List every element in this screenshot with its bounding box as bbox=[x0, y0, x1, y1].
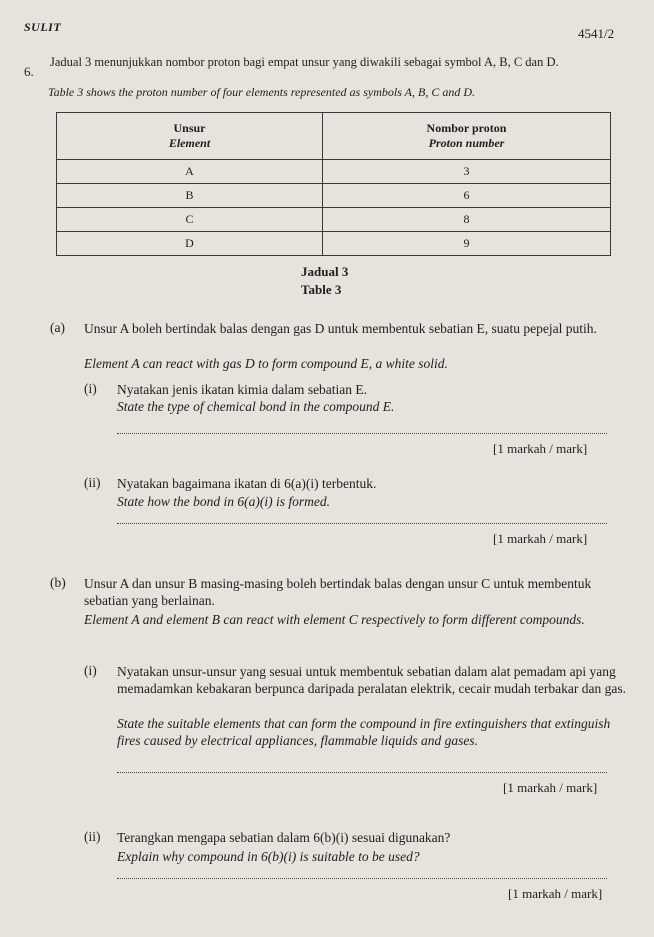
element-table bbox=[56, 112, 611, 256]
table-cell-element: C bbox=[57, 208, 323, 232]
part-b-i-label: (i) bbox=[84, 663, 97, 678]
part-b-ii-ms: Terangkan mengapa sebatian dalam 6(b)(i) sesuai digunakan? bbox=[117, 830, 451, 845]
part-a-i-ms: Nyatakan jenis ikatan kimia dalam sebatian E. bbox=[117, 382, 368, 397]
part-b-ms: Unsur A dan unsur B masing-masing boleh bertindak balas dengan unsur C untuk membentuk sebatian yang berlainan. bbox=[84, 576, 592, 608]
table-header-proton bbox=[323, 113, 611, 160]
table-row bbox=[57, 160, 611, 184]
question-intro-ms: Jadual 3 menunjukkan nombor proton bagi empat unsur yang diwakili sebagai symbol A, B, C dan D. bbox=[50, 55, 559, 69]
table-cell-proton: 8 bbox=[323, 208, 611, 232]
part-a-en: Element A can react with gas D to form compound E, a white solid. bbox=[84, 356, 448, 371]
part-b-ii-mark: [1 markah / mark] bbox=[508, 886, 603, 901]
part-a-label: (a) bbox=[50, 320, 65, 335]
part-a-ms: Unsur A boleh bertindak balas dengan gas D untuk membentuk sebatian E, suatu pepejal putih. bbox=[84, 321, 597, 336]
part-a-i-label: (i) bbox=[84, 381, 97, 396]
part-b-i-ms: Nyatakan unsur-unsur yang sesuai untuk membentuk sebatian dalam alat pemadam api yang memadamkan kebakaran berpunca daripada peralatan elektrik, cecair mudah terbakar dan gas. bbox=[117, 664, 626, 696]
part-a-i-en: State the type of chemical bond in the compound E. bbox=[117, 399, 395, 414]
part-a-ii-mark: [1 markah / mark] bbox=[493, 531, 588, 546]
table-cell-element: D bbox=[57, 232, 323, 256]
part-a-i-mark: [1 markah / mark] bbox=[493, 441, 588, 456]
header-left: SULIT bbox=[24, 20, 62, 34]
part-b-ii-en: Explain why compound in 6(b)(i) is suitable to be used? bbox=[117, 849, 420, 864]
table-row bbox=[57, 232, 611, 256]
table-caption-en: Table 3 bbox=[301, 282, 342, 297]
table-header-proton-ms: Nombor proton bbox=[426, 121, 507, 135]
table-header-element-ms: Unsur bbox=[173, 121, 206, 135]
answer-line-a-i[interactable] bbox=[117, 433, 607, 434]
part-b-i-mark: [1 markah / mark] bbox=[503, 780, 598, 795]
answer-line-b-i[interactable] bbox=[117, 772, 607, 773]
answer-line-b-ii[interactable] bbox=[117, 878, 607, 879]
table-header-proton-en: Proton number bbox=[428, 136, 505, 150]
question-number: 6. bbox=[24, 64, 34, 79]
table-header-element bbox=[57, 113, 323, 160]
question-intro-en: Table 3 shows the proton number of four elements represented as symbols A, B, C and D. bbox=[48, 85, 475, 99]
table-cell-element: A bbox=[57, 160, 323, 184]
table-row bbox=[57, 184, 611, 208]
table-cell-element: B bbox=[57, 184, 323, 208]
table-cell-proton: 6 bbox=[323, 184, 611, 208]
header-right: 4541/2 bbox=[578, 26, 615, 41]
part-a-ii-label: (ii) bbox=[84, 475, 101, 490]
table-header-element-en: Element bbox=[168, 136, 211, 150]
part-b-en: Element A and element B can react with element C respectively to form different compounds. bbox=[84, 612, 585, 627]
part-a-ii-ms: Nyatakan bagaimana ikatan di 6(a)(i) terbentuk. bbox=[117, 476, 377, 491]
part-b-ii-label: (ii) bbox=[84, 829, 101, 844]
table-cell-proton: 9 bbox=[323, 232, 611, 256]
part-b-i-en: State the suitable elements that can form the compound in fire extinguishers that extinguish fires caused by electrical appliances, flammable liquids and gases. bbox=[117, 716, 611, 748]
table-row bbox=[57, 208, 611, 232]
table-caption-ms: Jadual 3 bbox=[301, 264, 349, 279]
part-a-ii-en: State how the bond in 6(a)(i) is formed. bbox=[117, 494, 330, 509]
answer-line-a-ii[interactable] bbox=[117, 523, 607, 524]
part-b-label: (b) bbox=[50, 575, 66, 590]
table-cell-proton: 3 bbox=[323, 160, 611, 184]
